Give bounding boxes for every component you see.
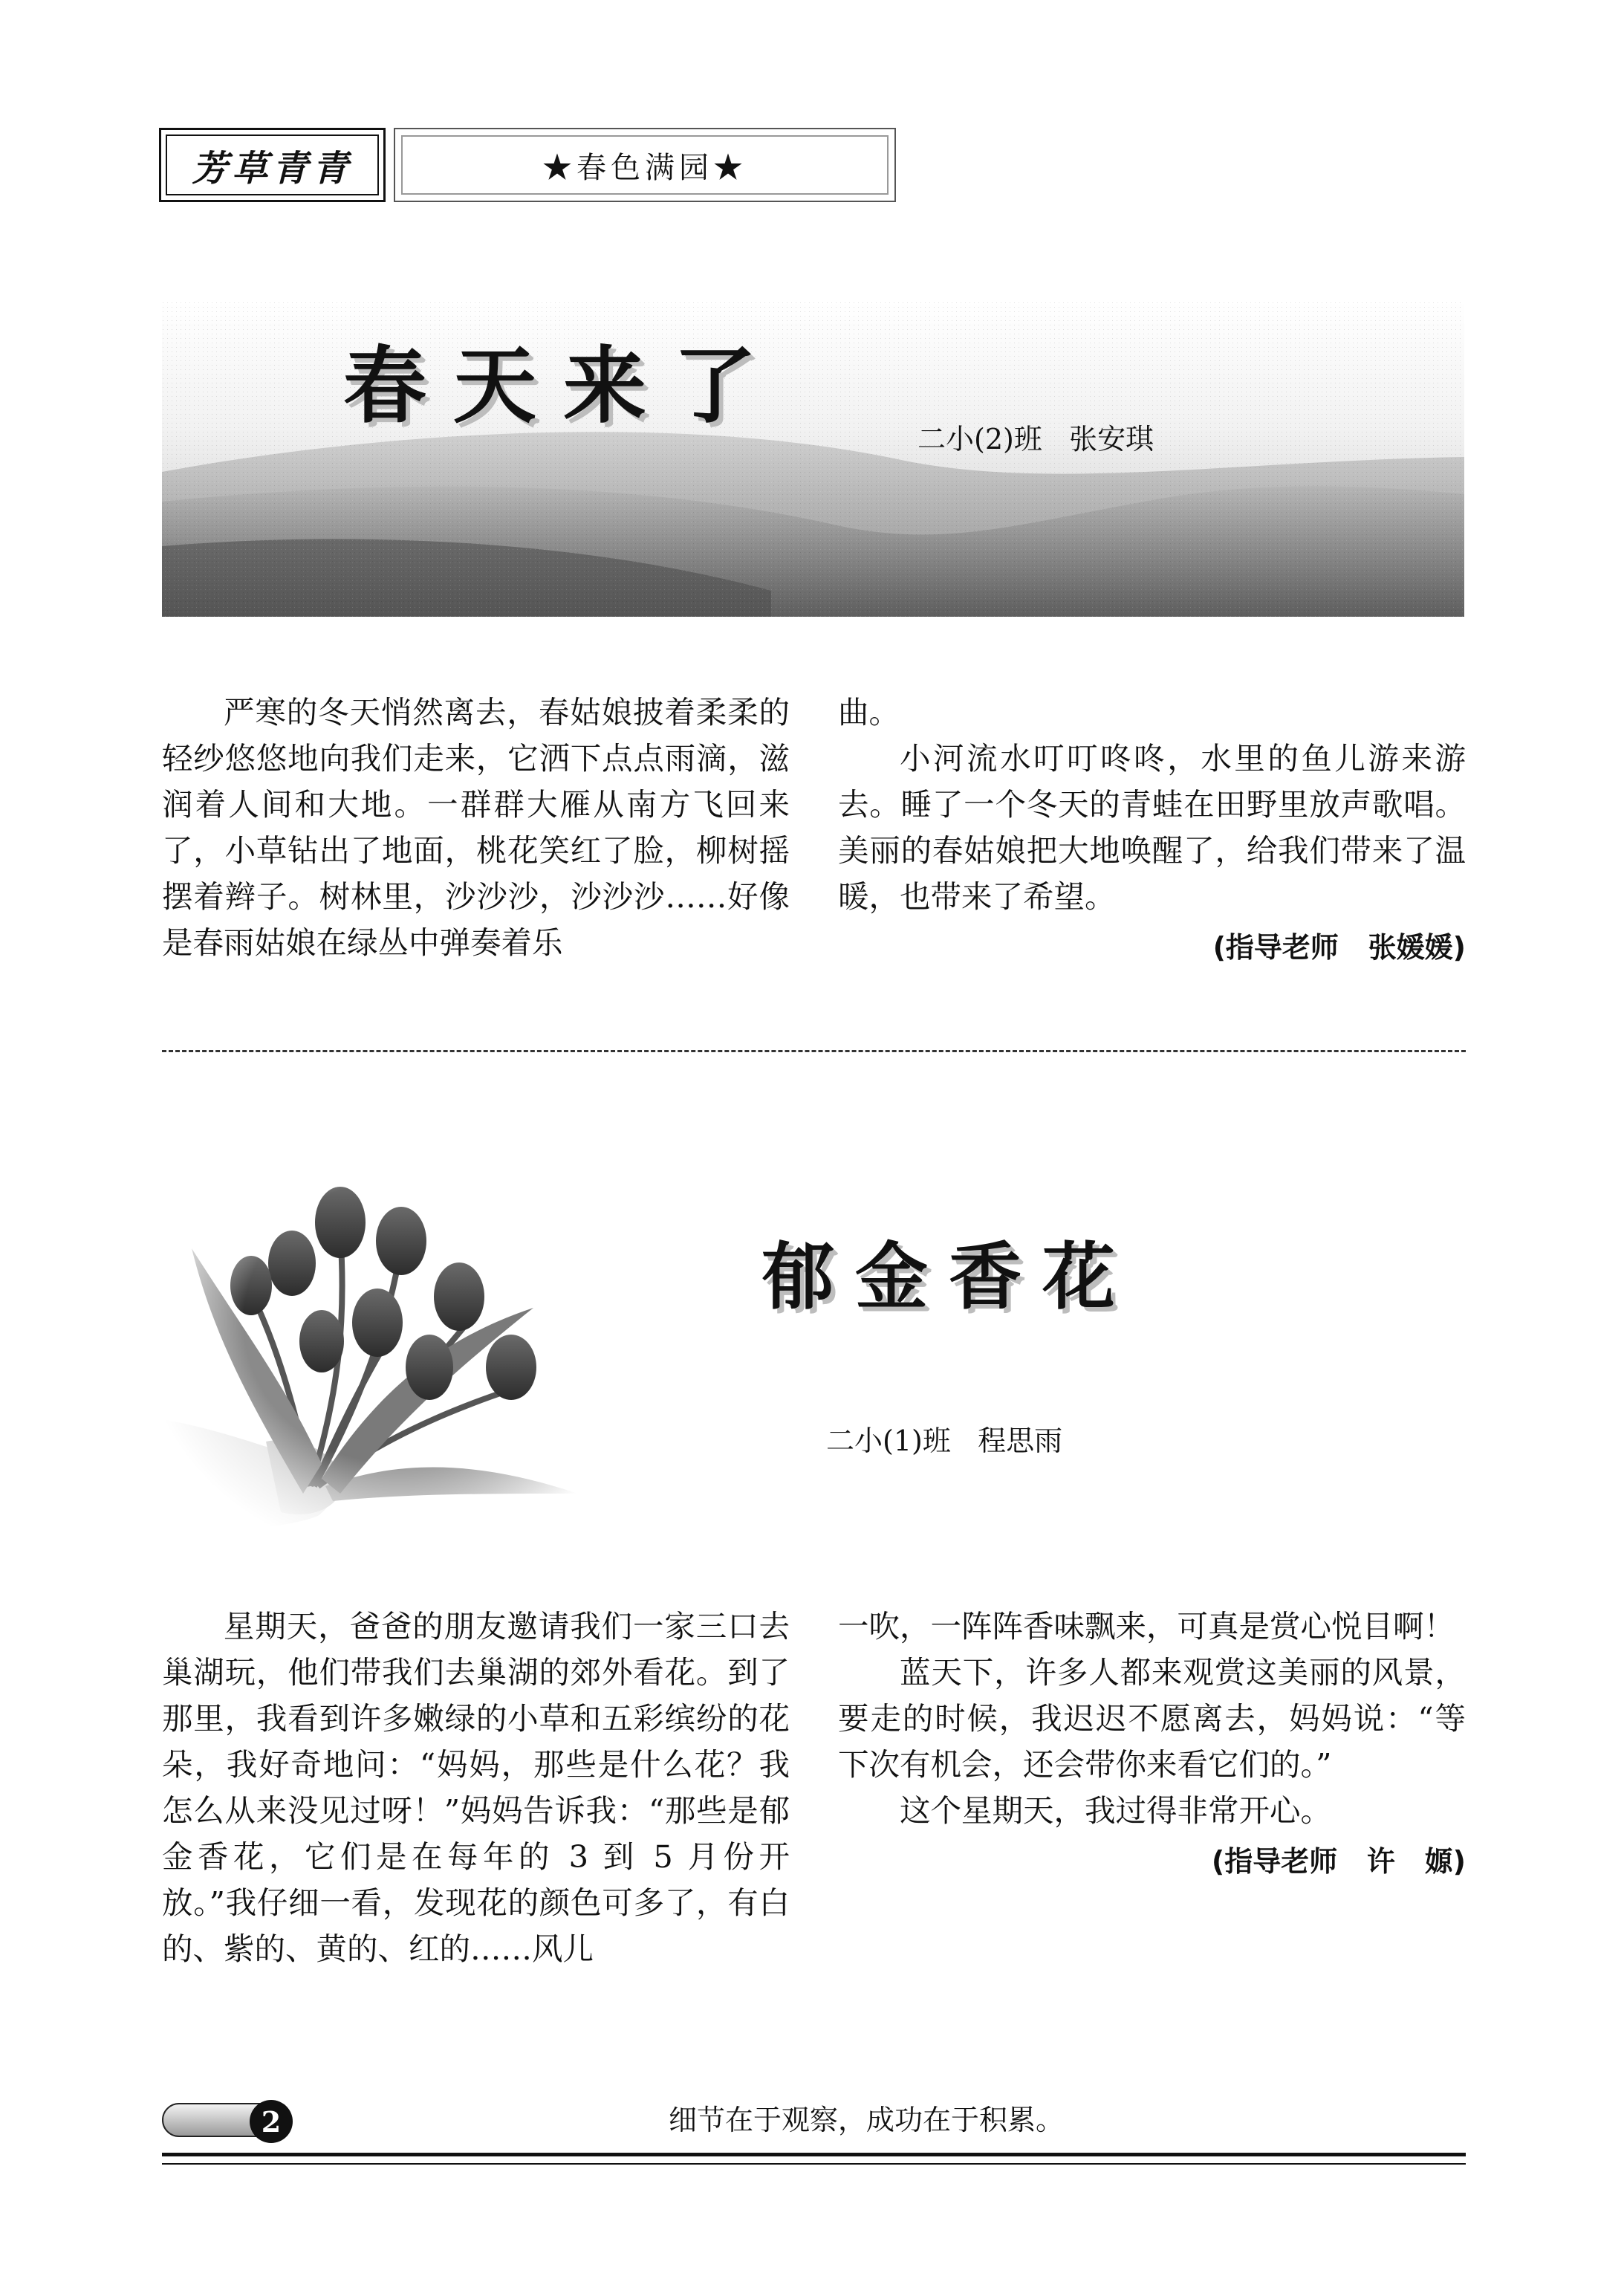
footer-rule-thick xyxy=(162,2153,1466,2156)
article1-advisor: (指导老师 张媛媛) xyxy=(1212,931,1466,964)
article2-column-right xyxy=(838,1604,1466,1884)
article2-paragraph: 这个星期天，我过得非常开心。 xyxy=(900,1792,1332,1829)
article2-paragraph-continued: 一吹，一阵阵香味飘来，可真是赏心悦目啊！ xyxy=(838,1608,1455,1644)
article2-byline: 二小(1)班 程思雨 xyxy=(826,1424,1063,1457)
article1-column-left xyxy=(162,690,790,966)
tulip-bouquet-image xyxy=(162,1144,593,1538)
article2-advisor: (指导老师 许 嫄) xyxy=(1211,1845,1466,1878)
section-label: 芳草青青 xyxy=(166,134,379,195)
article1-paragraph-continued: 曲。 xyxy=(838,694,900,730)
footer-motto: 细节在于观察，成功在于积累。 xyxy=(669,2104,1065,2136)
section-tab xyxy=(159,128,386,202)
section-divider xyxy=(162,1050,1466,1052)
article2-title: 郁金香花 xyxy=(761,1235,1137,1320)
column-tab xyxy=(394,128,896,202)
article1-title: 春天来了 xyxy=(343,338,783,435)
column-label: ★春色满园★ xyxy=(401,135,889,195)
article1-paragraph: 严寒的冬天悄然离去，春姑娘披着柔柔的轻纱悠悠地向我们走来，它洒下点点雨滴，滋润着人间和大地。一群群大雁从南方飞回来了，小草钻出了地面，桃花笑红了脸，柳树摇摆着辫子。树林里，沙沙沙，沙沙沙……好像是春雨姑娘在绿丛中弹奏着乐 xyxy=(162,694,790,961)
article1-column-right xyxy=(838,690,1466,970)
article2-column-left xyxy=(162,1604,790,1972)
article2-paragraph: 星期天，爸爸的朋友邀请我们一家三口去巢湖玩，他们带我们去巢湖的郊外看花。到了那里，我看到许多嫩绿的小草和五彩缤纷的花朵，我好奇地问：“妈妈，那些是什么花？我怎么从来没见过呀！”妈妈告诉我：“那些是郁金香花，它们是在每年的 3 到 5 月份开放。”我仔细一看，发现花的颜色可多了，有白的、紫的、黄的、红的……风儿 xyxy=(162,1608,790,1967)
article2-paragraph: 蓝天下，许多人都来观赏这美丽的风景，要走的时候，我迟迟不愿离去，妈妈说：“等下次有机会，还会带你来看它们的。” xyxy=(838,1654,1466,1783)
footer-rule-thin xyxy=(162,2163,1466,2165)
article1-byline: 二小(2)班 张安琪 xyxy=(917,423,1154,456)
article1-paragraph: 小河流水叮叮咚咚，水里的鱼儿游来游去。睡了一个冬天的青蛙在田野里放声歌唱。美丽的春姑娘把大地唤醒了，给我们带来了温暖，也带来了希望。 xyxy=(838,740,1466,915)
page-number: 2 xyxy=(250,2100,293,2143)
